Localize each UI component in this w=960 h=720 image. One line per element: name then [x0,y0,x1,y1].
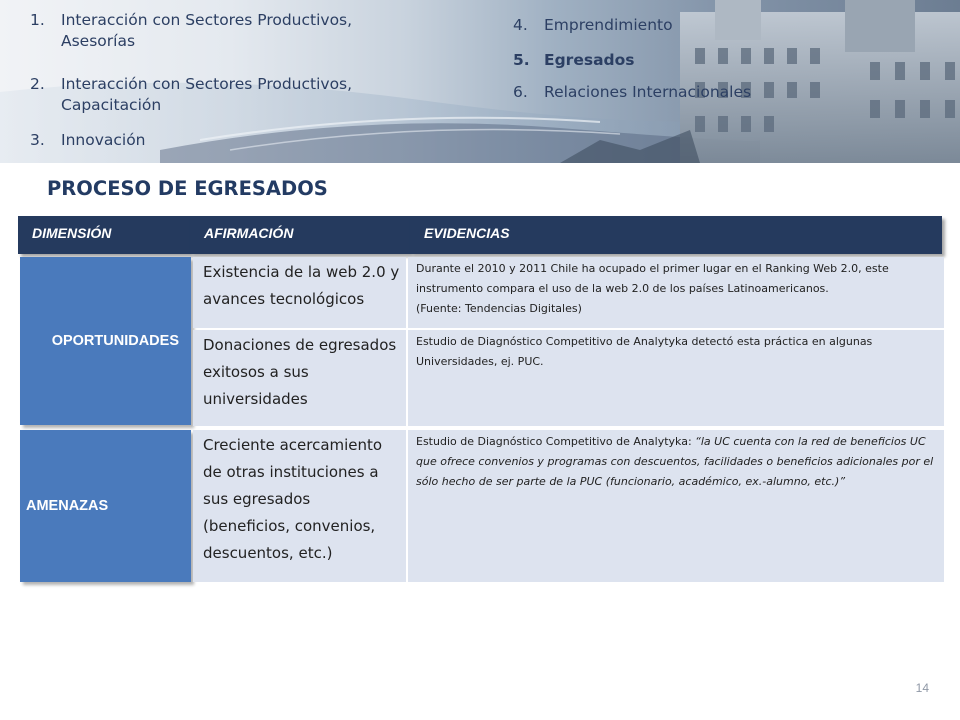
nav-item-label-line: Interacción con Sectores Productivos, [61,75,353,93]
nav-item-label: Emprendimiento [544,16,673,34]
nav-item-number: 2. [30,75,45,93]
evidence-text: Estudio de Diagnóstico Competitivo de Analytyka detectó esta práctica en algunas Universidades, ej. PUC. [416,335,873,368]
nav-item-1[interactable] [30,10,352,52]
page-number: 14 [915,681,929,695]
affirmation-cell: Existencia de la web 2.0 y avances tecnológicos [193,257,406,328]
evidence-quote: “la UC cuenta con la red de beneficios UC que ofrece convenios y programas con descuentos, facilidades o beneficios adicionales por el sólo hecho de ser parte de la PUC (funcionario, académico, ex.-alumno, etc.)” [416,435,934,488]
nav-item-number: 4. [513,16,528,34]
affirmation-cell: Donaciones de egresados exitosos a sus universidades [193,330,406,426]
nav-item-4[interactable] [513,15,673,36]
section-title: PROCESO DE EGRESADOS [47,177,328,200]
evidence-cell [408,330,944,426]
nav-item-label: Egresados [544,51,635,69]
header-evidence: EVIDENCIAS [410,216,942,254]
nav-item-label [61,74,352,116]
header-dimension: DIMENSIÓN [18,216,190,254]
nav-item-label-line: Asesorías [61,32,136,50]
evidence-source: (Fuente: Tendencias Digitales) [416,302,582,315]
evidence-text: Durante el 2010 y 2011 Chile ha ocupado el primer lugar en el Ranking Web 2.0, este instrumento compara el uso de la web 2.0 de los países Latinoamericanos. [416,262,889,295]
evidence-cell [408,430,944,582]
nav-item-label-line: Interacción con Sectores Productivos, [61,11,353,29]
nav-item-3[interactable] [30,130,146,151]
nav-item-2[interactable] [30,74,352,116]
nav-item-label-line: Capacitación [61,96,162,114]
evidence-cell [408,257,944,328]
dimension-threats: AMENAZAS [20,430,191,582]
nav-item-number: 5. [513,51,530,69]
nav-item-label: Innovación [61,131,146,149]
evidence-prefix: Estudio de Diagnóstico Competitivo de Analytyka: [416,435,696,448]
affirmation-cell: Creciente acercamiento de otras instituciones a sus egresados (beneficios, convenios, descuentos, etc.) [193,430,406,582]
nav-item-label: Relaciones Internacionales [544,83,752,101]
header-affirmation: AFIRMACIÓN [190,216,410,254]
nav-item-number: 3. [30,131,45,149]
nav-item-6[interactable] [513,82,751,103]
nav-item-label [61,10,352,52]
evidence-text [416,432,934,492]
nav-item-number: 6. [513,83,528,101]
dimension-opportunities: OPORTUNIDADES [20,257,191,425]
nav-item-5[interactable] [513,50,635,71]
nav-item-number: 1. [30,11,45,29]
